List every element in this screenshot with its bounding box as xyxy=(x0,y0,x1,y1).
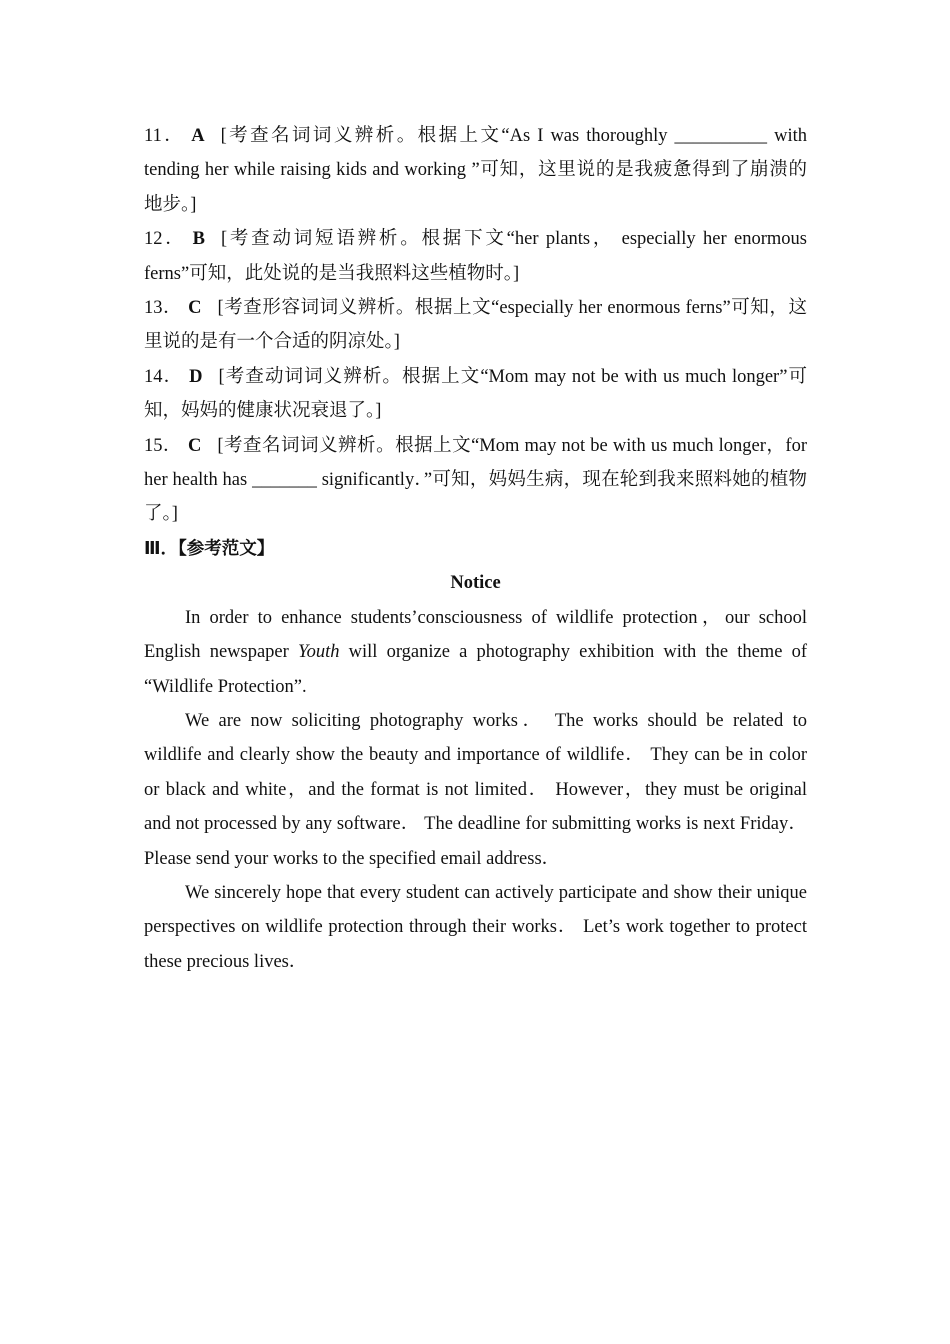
essay-p1-text-start: In order to enhance students’consciousness of wildlife protection，our school English newspaper xyxy=(144,607,807,663)
answer-explanation: [考查动词词义辨析。根据上文“Mom may not be with us much longer”可知，妈妈的健康状况衰退了。] xyxy=(144,366,807,422)
answer-item-11 xyxy=(144,119,807,222)
answer-letter: A xyxy=(191,126,205,146)
answer-letter: D xyxy=(189,366,203,387)
answer-number: 13． xyxy=(144,298,183,319)
essay-paragraph-3: We sincerely hope that every student can actively participate and show their unique perspectives on wildlife protection through their works． Let’s work together to protect these precious lives． xyxy=(144,882,807,972)
answer-item-14 xyxy=(144,360,807,429)
essay-paragraph-2: We are now soliciting photography works． The works should be related to wildlife and clearly show the beauty and importance of wildlife． They can be in color or black and white，and the format is not limited． However，they must be original and not processed by any software． The deadline for submitting works is next Friday． Please send your works to the specified email address． xyxy=(144,710,807,869)
section-heading xyxy=(144,532,807,566)
document-page xyxy=(144,119,807,979)
answer-number: 11． xyxy=(144,126,186,146)
answer-number: 15． xyxy=(144,435,183,456)
essay-title: Notice xyxy=(450,573,501,594)
newspaper-name: Youth xyxy=(297,642,340,663)
answer-letter: C xyxy=(188,435,202,456)
answer-number: 12． xyxy=(144,229,187,250)
answer-letter: C xyxy=(188,298,202,319)
answer-explanation: [考查动词短语辨析。根据下文“her plants， especially her enormous ferns”可知，此处说的是当我照料这些植物时。] xyxy=(144,229,807,284)
answer-item-12 xyxy=(144,222,807,291)
section-label: Ⅲ．【参考范文】 xyxy=(144,538,275,559)
answer-number: 14． xyxy=(144,366,184,387)
essay-p1-text-end: will organize a photography exhibition with the theme of “Wildlife Protection”. xyxy=(144,642,807,697)
answer-explanation: [考查名词词义辨析。根据上文“Mom may not be with us much longer，for her health has _______ significantly．”可知，妈妈生病，现在轮到我来照料她的植物了。] xyxy=(144,435,807,525)
answer-item-15 xyxy=(144,429,807,532)
answer-letter: B xyxy=(192,229,205,250)
answer-item-13 xyxy=(144,291,807,360)
answer-explanation: [考查形容词词义辨析。根据上文“especially her enormous ferns”可知，这里说的是有一个合适的阴凉处。] xyxy=(144,298,807,353)
answer-explanation: [考查名词词义辨析。根据上文“As I was thoroughly __________ with tending her while raising kids and working ”可知，这里说的是我疲惫得到了崩溃的地步。] xyxy=(144,126,807,215)
essay-paragraph-1 xyxy=(144,601,807,704)
